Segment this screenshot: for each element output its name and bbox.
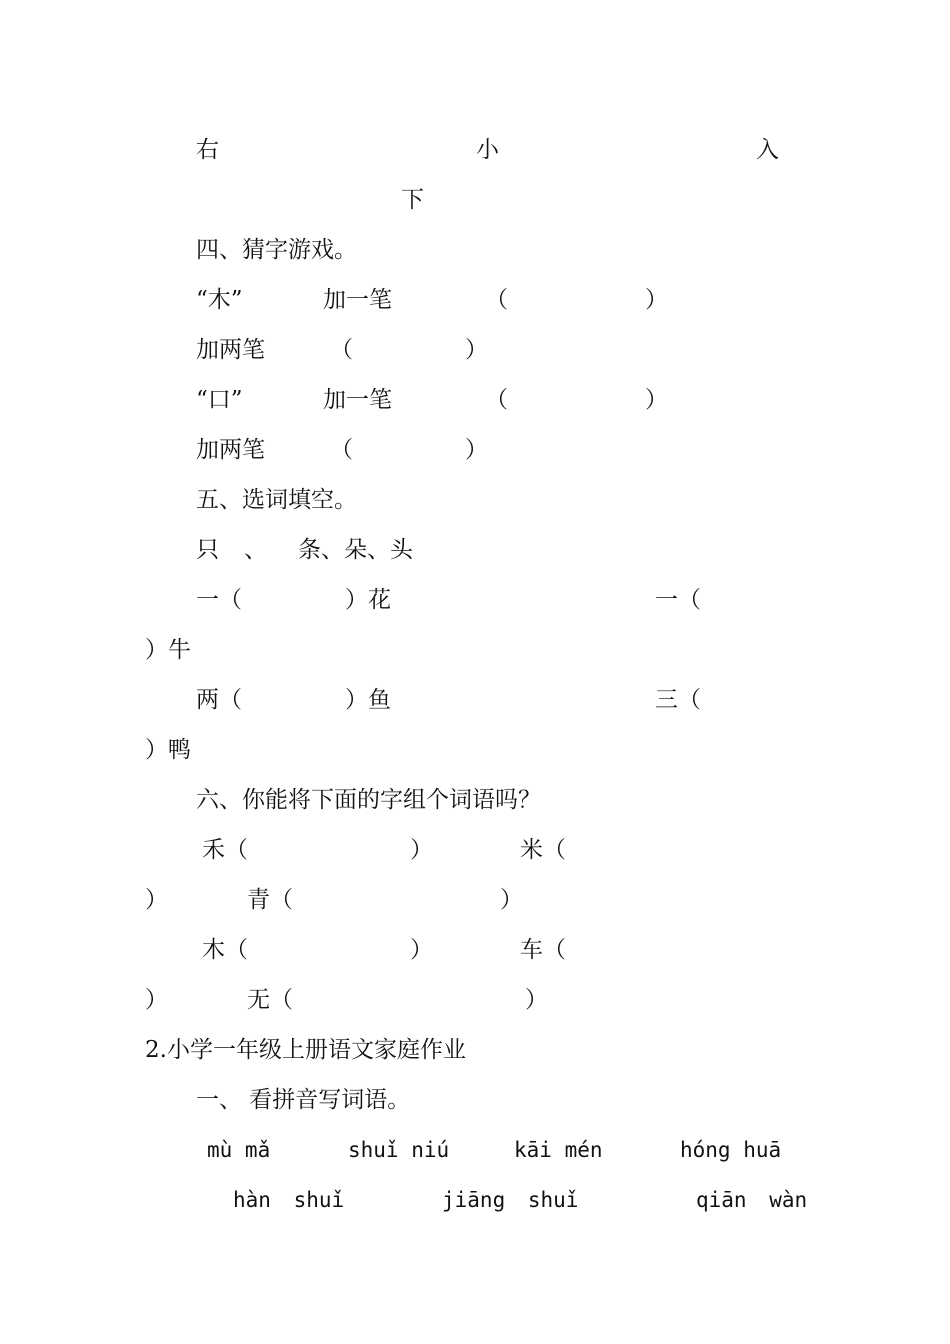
paren-open: （ [485,387,508,413]
paren-close: ） [500,887,523,913]
q4-add-two-label: 加两笔 [196,337,265,363]
paren-close: ） [465,437,488,463]
q5-item-suffix: ）鸭 [145,737,191,763]
q5-item-prefix: 一（ [655,587,701,613]
q4-add-one-label: 加一笔 [323,287,392,313]
q4-char-mu: “木” [196,287,243,313]
q5-option-zhi: 只 [196,537,219,563]
q5-item-suffix: ）牛 [145,637,191,663]
paren-close: ） [145,887,168,913]
q4-add-two-label: 加两笔 [196,437,265,463]
q4-add-one-label: 加一笔 [323,387,392,413]
q6-char-wu: 无（ [247,987,293,1013]
q6-char-he: 禾（ [202,837,248,863]
char-xia: 下 [401,187,424,213]
char-you: 右 [196,137,219,163]
paren-close: ） [645,287,668,313]
q6-char-che: 车（ [520,937,566,963]
q5-item-prefix: 三（ [655,687,701,713]
paren-close: ） [525,987,548,1013]
q6-title: 六、你能将下面的字组个词语吗？ [196,787,541,813]
pinyin-word: hàn shuǐ [233,1188,345,1212]
paren-open: （ [485,287,508,313]
q5-item-suffix: ）花 [345,587,391,613]
pinyin-word: shuǐ niú [348,1138,450,1162]
pinyin-word: kāi mén [514,1138,603,1162]
q4-char-kou: “口” [196,387,243,413]
pinyin-word: mù mǎ [207,1138,271,1162]
q5-item-prefix: 两（ [196,687,242,713]
paren-close: ） [645,387,668,413]
q5-item-prefix: 一（ [196,587,242,613]
paren-close: ） [410,937,433,963]
q4-title: 四、猜字游戏。 [196,237,357,263]
q6-char-mi: 米（ [520,837,566,863]
pinyin-word: qiān wàn [696,1188,808,1212]
paren-close: ） [410,837,433,863]
pinyin-question-title: 一、 看拼音写词语。 [196,1087,411,1113]
paren-close: ） [465,337,488,363]
char-xiao: 小 [476,137,499,163]
section-heading: 2.小学一年级上册语文家庭作业 [145,1037,466,1063]
char-ru: 入 [756,137,779,163]
q5-option-separator: 、 [244,537,267,563]
q5-option-rest: 条、朵、头 [298,537,413,563]
pinyin-word: jiāng shuǐ [442,1188,579,1212]
q6-char-mu: 木（ [202,937,248,963]
q5-item-suffix: ）鱼 [345,687,391,713]
q6-char-qing: 青（ [247,887,293,913]
paren-open: （ [330,437,353,463]
q5-title: 五、选词填空。 [196,487,357,513]
paren-open: （ [330,337,353,363]
paren-close: ） [145,987,168,1013]
pinyin-word: hóng huā [680,1138,782,1162]
